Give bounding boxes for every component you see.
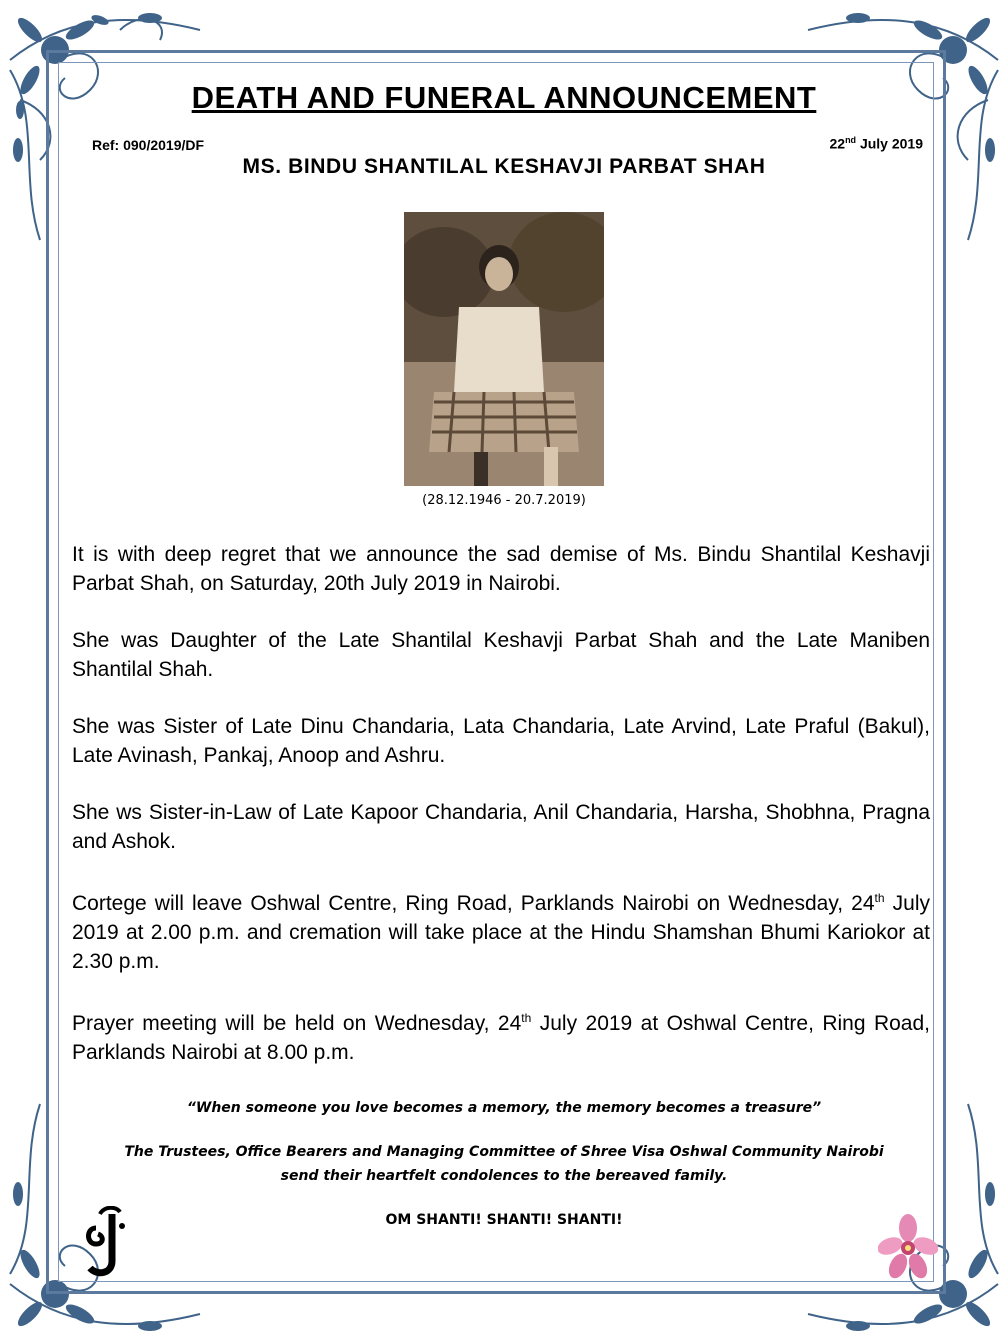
paragraph-sister: She was Sister of Late Dinu Chandaria, Lata Chandaria, Late Arvind, Late Praful (Bakul), Late Avinash, Pankaj, Anoop and Ashru. [72, 715, 930, 767]
announcement-title: DEATH AND FUNERAL ANNOUNCEMENT [191, 80, 817, 115]
memorial-quote: “When someone you love becomes a memory, the memory becomes a treasure” [186, 1100, 822, 1116]
paragraph-demise: It is with deep regret that we announce the sad demise of Ms. Bindu Shantilal Keshavji Parbat Shah, on Saturday, 20th July 2019 in Nairobi. [72, 543, 930, 595]
condolence-message: The Trustees, Office Bearers and Managing Committee of Shree Visa Oshwal Community Nairobi send their heartfelt condolences to the bereaved family. [124, 1144, 884, 1184]
announcement-date: 22nd July 2019 [829, 135, 923, 152]
orchid-flower-icon [878, 1214, 938, 1280]
paragraph-sister-in-law: She ws Sister-in-Law of Late Kapoor Chandaria, Anil Chandaria, Harsha, Shobhna, Pragna and Ashok. [72, 801, 930, 853]
paragraph-cortege: Cortege will leave Oshwal Centre, Ring Road, Parklands Nairobi on Wednesday, 24th July 2019 at 2.00 p.m. and cremation will take place at the Hindu Shamshan Bhumi Kariokor at 2.30 p.m. [72, 891, 930, 973]
deceased-name: MS. BINDU SHANTILAL KESHAVJI PARBAT SHAH [242, 155, 766, 178]
portrait-photo [404, 212, 604, 486]
om-shanti-line: OM SHANTI! SHANTI! SHANTI! [385, 1212, 623, 1228]
paragraph-daughter: She was Daughter of the Late Shantilal Keshavji Parbat Shah and the Late Maniben Shantilal Shah. [72, 629, 930, 681]
reference-number: Ref: 090/2019/DF [92, 137, 205, 153]
announcement-body [72, 540, 930, 1095]
jain-symbol-icon [82, 1206, 128, 1282]
life-dates: (28.12.1946 - 20.7.2019) [422, 493, 586, 508]
paragraph-prayer-meeting: Prayer meeting will be held on Wednesday, 24th July 2019 at Oshwal Centre, Ring Road, Parklands Nairobi at 8.00 p.m. [72, 1011, 930, 1064]
